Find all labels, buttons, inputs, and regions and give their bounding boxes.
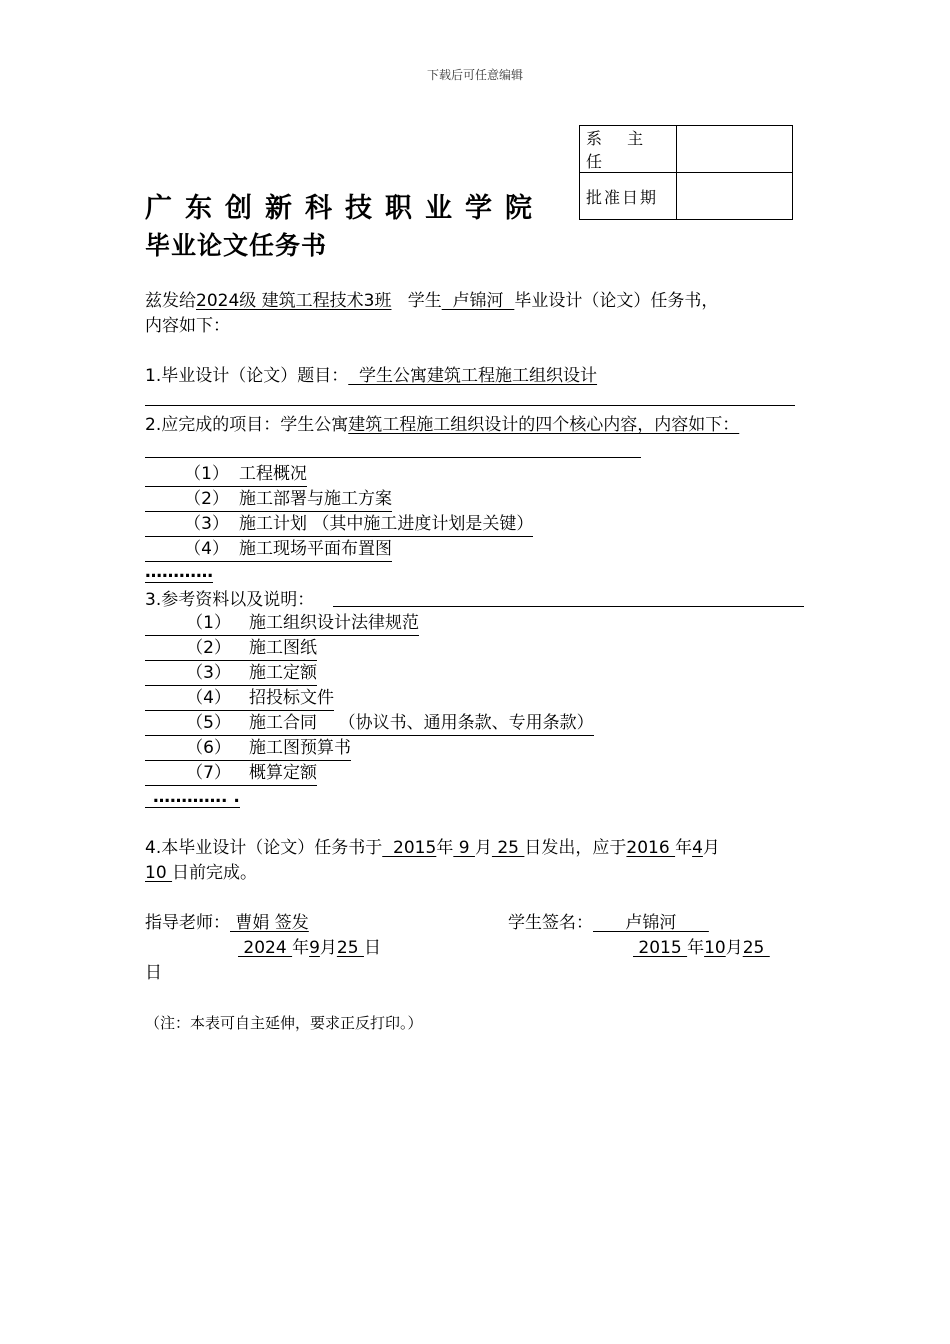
section3-rule <box>333 606 804 607</box>
item-num: （2） <box>186 638 231 658</box>
due-year: 2016 <box>626 838 676 858</box>
student-month-char: 月 <box>725 938 743 958</box>
section2-item <box>145 537 392 562</box>
section4-text-1: 4.本毕业设计（论文）任务书于 <box>145 838 383 858</box>
item-text: 施工图预算书 <box>249 738 351 758</box>
advisor-day: 25 <box>336 938 364 958</box>
due-day: 10 <box>145 863 173 883</box>
advisor-value: 曹娟 签发 <box>230 913 309 933</box>
approval-table <box>579 125 793 220</box>
issue-day: 25 <box>491 838 525 858</box>
item-text: 施工计划 （其中施工进度计划是关键） <box>239 514 534 534</box>
header-note: 下载后可任意编辑 <box>426 68 523 82</box>
student-sign-label: 学生签名： <box>508 913 593 933</box>
section2-rule <box>145 457 641 458</box>
item-text: 招投标文件 <box>249 688 334 708</box>
section3-item <box>145 711 594 736</box>
section4-text-2: 日发出，应于 <box>524 838 627 858</box>
item-text: 施工现场平面布置图 <box>239 539 392 559</box>
item-num: （5） <box>186 713 231 733</box>
student-day-char: 日 <box>145 963 162 983</box>
section4-line <box>145 836 720 860</box>
section1-label: 1.毕业设计（论文）题目： <box>145 366 349 386</box>
section3-item <box>145 661 317 686</box>
approval-date-value[interactable] <box>677 173 793 220</box>
section2-line <box>145 413 739 437</box>
student-month: 10 <box>704 938 726 958</box>
section3-ellipsis: …………. . <box>145 787 240 808</box>
item-num: （1） <box>184 464 229 484</box>
due-month: 4 <box>692 838 703 858</box>
item-num: （1） <box>186 613 231 633</box>
student-date <box>633 936 770 960</box>
advisor-year-char: 年 <box>292 938 310 958</box>
section2-item <box>145 462 307 487</box>
intro-line-2: 内容如下： <box>145 316 230 336</box>
document-title: 毕业论文任务书 <box>145 231 328 260</box>
advisor-date <box>238 936 381 960</box>
item-num: （3） <box>186 663 231 683</box>
item-text: 工程概况 <box>239 464 307 484</box>
intro-text-3: 毕业设计（论文）任务书， <box>514 291 719 311</box>
section2-item <box>145 512 533 537</box>
section4-text-3: 日前完成。 <box>172 863 258 883</box>
issue-month: 9 <box>453 838 475 858</box>
approval-date-label: 批准日期 <box>580 173 677 220</box>
student-day: 25 <box>742 938 770 958</box>
footnote: （注：本表可自主延伸，要求正反打印。） <box>145 1014 423 1032</box>
section4-line-2 <box>145 861 257 885</box>
section1-rule <box>145 405 795 406</box>
item-num: （3） <box>184 514 229 534</box>
item-text: 施工图纸 <box>249 638 317 658</box>
student-sign-value: 卢锦河 <box>593 913 709 933</box>
section1-line <box>145 364 597 388</box>
section2-label: 2.应完成的项目：学生公寓 <box>145 415 349 435</box>
section2-value: 建筑工程施工组织设计的四个核心内容，内容如下： <box>348 415 740 435</box>
issue-year: 2015 <box>382 838 437 858</box>
intro-text-2: 学生 <box>407 291 442 311</box>
section3-label: 3.参考资料以及说明： <box>145 590 315 610</box>
student-signature <box>508 911 709 935</box>
intro-line <box>145 289 718 313</box>
student-year: 2015 <box>633 938 688 958</box>
advisor-year: 2024 <box>238 938 293 958</box>
month-char: 月 <box>474 838 492 858</box>
item-num: （2） <box>184 489 229 509</box>
month-char-2: 月 <box>702 838 720 858</box>
section3-item <box>145 761 317 786</box>
advisor-month: 9 <box>309 938 320 958</box>
item-text: 施工部署与施工方案 <box>239 489 392 509</box>
item-num: （4） <box>186 688 231 708</box>
year-char-2: 年 <box>675 838 693 858</box>
section3-item <box>145 736 351 761</box>
advisor-month-char: 月 <box>319 938 337 958</box>
section2-ellipsis: ………… <box>145 562 213 582</box>
advisor-signature <box>145 911 309 935</box>
school-title: 广东创新科技职业学院 <box>145 193 545 224</box>
section3-item <box>145 636 317 661</box>
department-head-value[interactable] <box>677 126 793 173</box>
student-year-char: 年 <box>687 938 705 958</box>
item-text: 施工合同 （协议书、通用条款、专用条款） <box>249 713 594 733</box>
section3-item <box>145 686 334 711</box>
student-name: 卢锦河 <box>441 291 515 311</box>
department-head-label: 系 主 任 <box>580 126 677 173</box>
advisor-label: 指导老师： <box>145 913 230 933</box>
intro-text-1: 兹发给 <box>145 291 196 311</box>
section2-item <box>145 487 392 512</box>
thesis-topic: 学生公寓建筑工程施工组织设计 <box>348 366 598 386</box>
item-num: （7） <box>186 763 231 783</box>
advisor-day-char: 日 <box>363 938 381 958</box>
item-text: 概算定额 <box>249 763 317 783</box>
item-text: 施工定额 <box>249 663 317 683</box>
item-text: 施工组织设计法律规范 <box>249 613 419 633</box>
item-num: （4） <box>184 539 229 559</box>
year-char: 年 <box>436 838 454 858</box>
section3-item <box>145 611 419 636</box>
item-num: （6） <box>186 738 231 758</box>
grade-class: 2024级 建筑工程技术3班 <box>196 291 392 311</box>
